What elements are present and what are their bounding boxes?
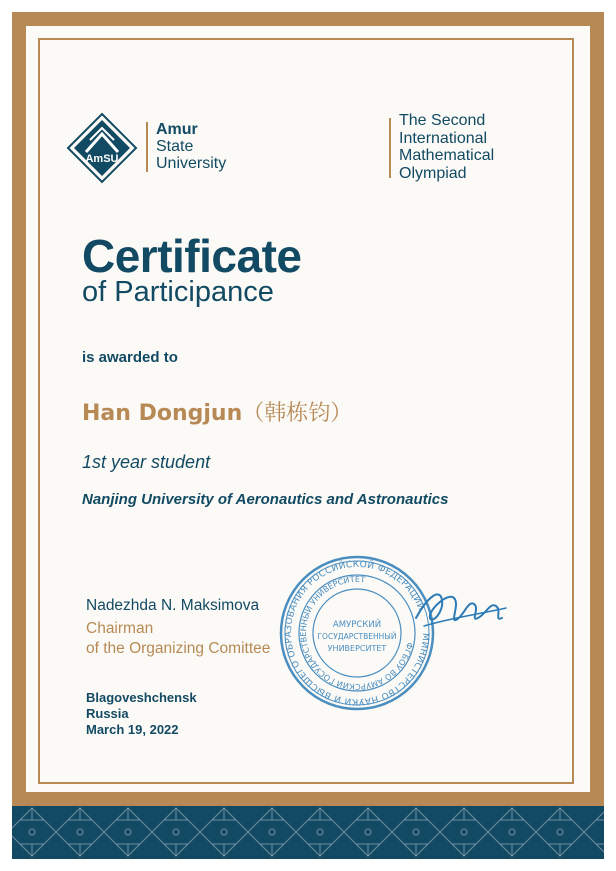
issue-date: March 19, 2022	[86, 722, 179, 737]
university-name	[156, 121, 226, 172]
amsu-logo-icon	[66, 112, 138, 184]
awarded-label: is awarded to	[82, 349, 178, 366]
ornament-band	[12, 806, 604, 859]
signature-icon	[410, 578, 510, 640]
stamp-center-line: АМУРСКИЙ	[332, 620, 382, 630]
recipient-name-latin: Han Dongjun	[82, 401, 243, 426]
issue-city: Blagoveshchensk	[86, 690, 197, 705]
olympiad-line: International	[399, 129, 488, 147]
university-line: Amur	[156, 121, 198, 138]
logo-text: AmSU	[85, 153, 119, 165]
recipient-name	[82, 396, 352, 427]
signatory-name: Nadezhda N. Maksimova	[86, 597, 260, 614]
stamp-center-line: ГОСУДАРСТВЕННЫЙ	[317, 632, 397, 641]
stamp-inner-text: ФГБОУ ВО АМУРСКИЙ ГОСУДАРСТВЕННЫЙ УНИВЕРСИТЕТ	[298, 574, 415, 692]
institution-name: Nanjing University of Aeronautics and Astronautics	[82, 491, 449, 508]
olympiad-line: The Second	[399, 112, 486, 129]
logo-divider	[146, 122, 148, 172]
year-of-study: 1st year student	[82, 452, 211, 472]
issue-country: Russia	[86, 706, 129, 721]
recipient-name-chinese: （韩栋钧）	[242, 401, 353, 426]
stamp-outer-text: МИНИСТЕРСТВО НАУКИ И ВЫСШЕГО ОБРАЗОВАНИЯ РОССИЙСКОЙ ФЕДЕРАЦИИ	[283, 559, 431, 707]
certificate-title: Certificate	[82, 230, 302, 282]
university-line: State	[156, 138, 194, 155]
certificate-subtitle: of Participance	[82, 276, 274, 308]
stamp-center-line: УНИВЕРСИТЕТ	[327, 644, 387, 653]
olympiad-name	[399, 112, 494, 182]
signatory-role	[86, 619, 270, 659]
university-line: University	[156, 155, 227, 172]
olympiad-divider	[389, 118, 391, 178]
olympiad-line: Mathematical	[399, 147, 495, 164]
issue-details	[86, 690, 197, 738]
olympiad-line: Olympiad	[399, 164, 467, 182]
role-line: Chairman	[86, 620, 154, 637]
ornament-pattern-icon	[12, 806, 604, 859]
role-line: of the Organizing Comittee	[86, 640, 271, 657]
